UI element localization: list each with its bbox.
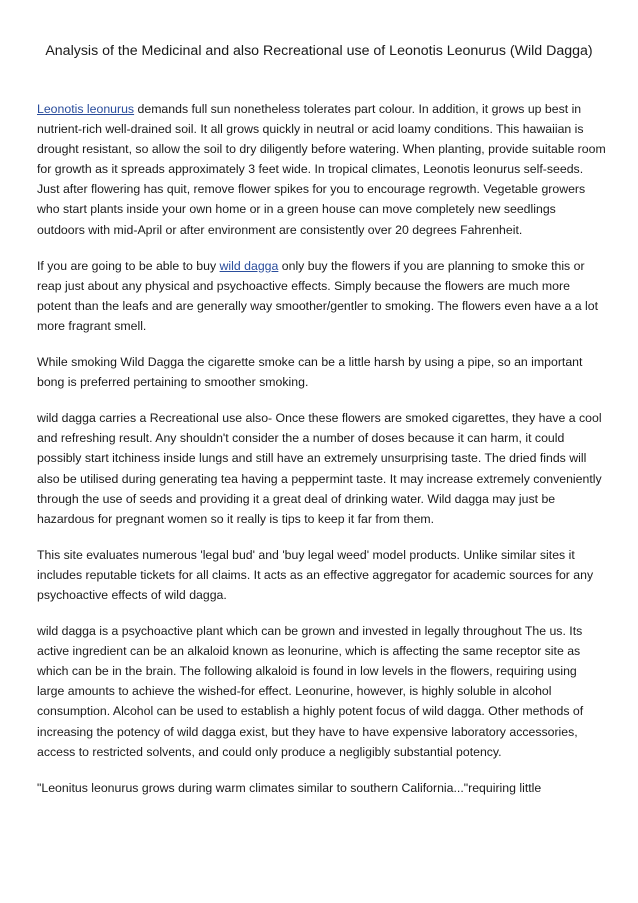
paragraph-buying-flowers <box>37 256 607 336</box>
document-body <box>37 99 607 814</box>
paragraph-recreational-use: wild dagga carries a Recreational use also- Once these flowers are smoked cigarettes, they have a cool and refreshing result. Any shouldn't consider the a number of doses because it can harm, it could possibly start itchiness inside lungs and still have an extremely unsurprising taste. The dried finds will also be utilised during generating tea having a peppermint taste. It may increase extremely conveniently through the use of seeds and providing it a great deal of drinking water. Wild dagga may just be hazardous for pregnant women so it really is tips to keep it far from them. <box>37 411 602 526</box>
leonotis-leonurus-link[interactable]: Leonotis leonurus <box>37 102 135 116</box>
paragraph-text: If you are going to be able to buy <box>37 258 220 273</box>
paragraph-site-evaluation: This site evaluates numerous 'legal bud' and 'buy legal weed' model products. Unlike similar sites it includes reputable tickets for all claims. It acts as an effective aggregator for academic sources for any psychoactive effects of wild dagga. <box>37 547 594 602</box>
paragraph-psychoactive-plant: wild dagga is a psychoactive plant which can be grown and invested in legally throughout The us. Its active ingredient can be an alkaloid known as leonurine, which is affecting the same receptor site as which can be in the brain. The following alkaloid is found in low levels in the flowers, requiring using large amounts to achieve the wished-for effect. Leonurine, however, is highly soluble in alcohol consumption. Alcohol can be used to establish a highly potent focus of wild dagga. Other methods of increasing the potency of wild dagga exist, but they have to have expensive laboratory accessories, access to restricted solvents, and could only produce a negligibly substantial potency. <box>37 624 584 759</box>
document-title: Analysis of the Medicinal and also Recreational use of Leonotis Leonurus (Wild Dagga) <box>45 43 593 59</box>
paragraph-growing-conditions <box>37 99 607 240</box>
wild-dagga-link[interactable]: wild dagga <box>219 258 279 273</box>
paragraph-text: only buy the flowers if you are planning to smoke this or reap just about any physical and psychoactive effects. Simply because the flowers are much more potent than the leafs and are generally way smoother/gentler to smoking. The flowers even have a a lot more fragrant smell. <box>37 258 598 333</box>
paragraph-smoking: While smoking Wild Dagga the cigarette smoke can be a little harsh by using a pipe, so an important bong is preferred pertaining to smoother smoking. <box>37 355 583 390</box>
paragraph-quote: "Leonitus leonurus grows during warm climates similar to southern California..."requiring little <box>37 780 542 795</box>
paragraph-text: demands full sun nonetheless tolerates part colour. In addition, it grows up best in nutrient-rich well-drained soil. It all grows quickly in neutral or acid loamy conditions. This hawaiian is drought resistant, so allow the soil to dry diligently before watering. When planting, provide suitable room for growth as it spreads approximately 3 feet wide. In tropical climates, Leonotis leonurus self-seeds. Just after flowering has quit, remove flower spikes for you to encourage regrowth. Vegetable growers who start plants inside your own home or in a green house can move completely new seedlings outdoors with mid-April or after environment are consistently over 20 degrees Fahrenheit. <box>37 102 606 237</box>
